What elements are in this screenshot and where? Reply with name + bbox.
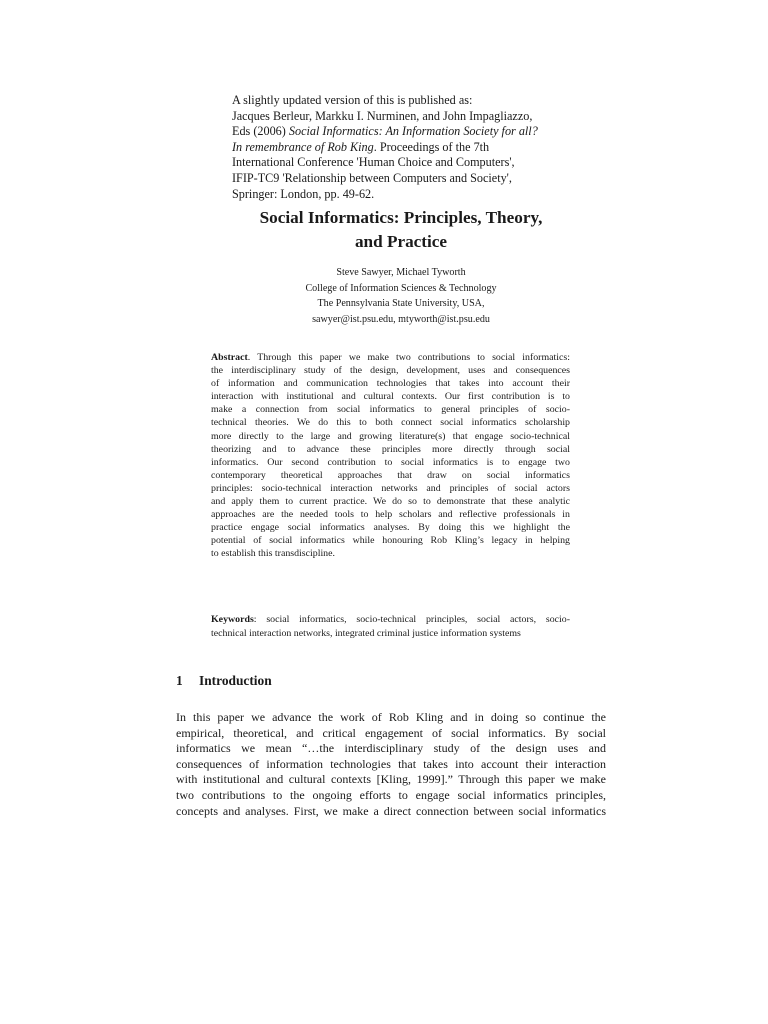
body-line: with institutional and cultural contexts [Kling, 1999].” Through this paper we make: [176, 772, 606, 787]
keywords-line: [211, 613, 570, 627]
paper-title-line: and Practice: [354, 232, 448, 251]
author-university: The Pennsylvania State University, USA,: [317, 298, 485, 309]
author-block: [176, 265, 626, 327]
book-title-italic: Social Informatics: An Information Society for all?: [288, 124, 538, 139]
publication-note-line: Jacques Berleur, Markku I. Nurminen, and John Impagliazzo,: [232, 108, 533, 123]
keywords-label: Keywords: [211, 614, 254, 625]
abstract-line: of information and communication technologies that takes into account their: [211, 378, 570, 390]
paper-title-line: Social Informatics: Principles, Theory,: [259, 208, 543, 227]
abstract-line: principles: socio-technical interaction networks and principles of social actors: [211, 482, 570, 494]
author-affiliation: College of Information Sciences & Technology: [305, 282, 497, 294]
body-line: two contributions to the ongoing efforts to engage social informatics principles,: [176, 787, 606, 802]
abstract-line: [211, 351, 570, 364]
abstract-line: to establish this transdiscipline.: [211, 548, 335, 560]
publication-note-line: [232, 124, 552, 140]
abstract-line: informatics. Our second contribution to social informatics is to engage two: [211, 456, 570, 468]
section-heading: [176, 672, 272, 690]
publication-note-text: Eds (2006): [232, 124, 289, 139]
body-line: concepts and analyses. First, we make a direct connection between social informatics: [176, 803, 606, 818]
abstract: [211, 351, 570, 561]
abstract-line: potential of social informatics while honouring Rob Kling’s legacy in helping: [211, 535, 570, 547]
publication-note-line: A slightly updated version of this is published as:: [232, 93, 473, 107]
abstract-label: Abstract: [211, 352, 248, 363]
publication-note: [232, 93, 552, 202]
abstract-line: theorizing and to advance these principles more directly through social: [211, 443, 570, 455]
abstract-line: interaction with institutional and cultural contexts. Our first contribution is to: [211, 391, 570, 403]
section-title: Introduction: [199, 673, 272, 688]
book-subtitle-italic: In remembrance of Rob King: [232, 139, 374, 154]
author-names: Steve Sawyer, Michael Tyworth: [336, 267, 466, 278]
abstract-line: and apply them to current practice. We do so to demonstrate that these analytic: [211, 496, 570, 508]
publication-note-line: IFIP-TC9 'Relationship between Computers and Society',: [232, 170, 512, 185]
abstract-line: make a connection from social informatics to general principles of socio-: [211, 404, 570, 416]
abstract-line: the interdisciplinary study of the design, development, uses and consequences: [211, 365, 570, 377]
abstract-line: more directly to the large and growing literature(s) that engage socio-technical: [211, 430, 570, 442]
keywords: [211, 613, 570, 641]
body-paragraph: [176, 710, 606, 819]
section-number: 1: [176, 673, 183, 688]
publication-note-text: . Proceedings of the 7th: [373, 139, 490, 154]
publication-note-line: [232, 140, 552, 156]
publication-note-line: International Conference 'Human Choice and Computers',: [232, 155, 515, 170]
abstract-line: practice engage social informatics analyses. By doing this we highlight the: [211, 522, 570, 534]
body-line: consequences of information technologies that takes into account their interaction: [176, 756, 606, 771]
keywords-text: : social informatics, socio-technical principles, social actors, socio-: [253, 614, 570, 625]
abstract-text: . Through this paper we make two contributions to social informatics:: [247, 352, 570, 363]
abstract-line: technical theories. We do this to both connect social informatics scholarship: [211, 417, 570, 429]
body-line: In this paper we advance the work of Rob Kling and in doing so continue the: [176, 710, 606, 724]
author-emails: sawyer@ist.psu.edu, mtyworth@ist.psu.edu: [312, 313, 490, 325]
abstract-line: approaches are the needed tools to help scholars and reflective professionals in: [211, 509, 570, 521]
abstract-line: contemporary theoretical approaches that draw on social informatics: [211, 469, 570, 481]
paper-title: [176, 206, 626, 254]
keywords-line: technical interaction networks, integrated criminal justice information systems: [211, 628, 521, 639]
body-line: empirical, theoretical, and critical engagement of social informatics. By social: [176, 725, 606, 740]
publication-note-line: Springer: London, pp. 49-62.: [232, 186, 375, 201]
body-line: informatics we mean “…the interdisciplinary study of the design uses and: [176, 741, 606, 756]
